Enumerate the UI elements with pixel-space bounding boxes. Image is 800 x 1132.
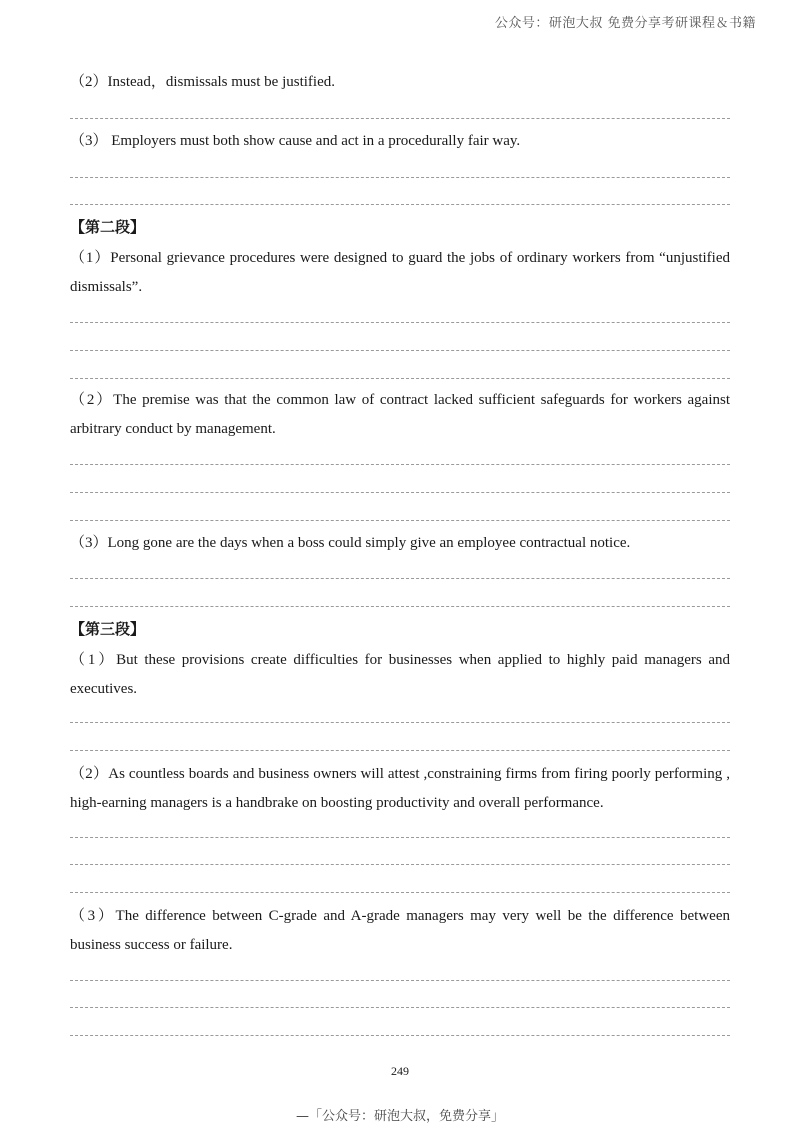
footer-watermark: —「公众号：研泡大叔，免费分享」 — [295, 1109, 504, 1124]
answer-line — [70, 892, 730, 893]
answer-line — [70, 1007, 730, 1008]
sentence-s3-3: （3）The difference between C-grade and A-grade managers may very well be the difference between business success or failure. — [70, 908, 730, 953]
sentence-s3-2: （2）As countless boards and business owners will attest ,constraining firms from firing poorly performing , high-earning managers is a handbrake on boosting productivity and overall performance. — [70, 766, 730, 811]
answer-line — [70, 750, 730, 751]
answer-line — [70, 520, 730, 521]
answer-line — [70, 464, 730, 465]
answer-line — [70, 722, 730, 723]
answer-line — [70, 864, 730, 865]
answer-line — [70, 837, 730, 838]
answer-line — [70, 378, 730, 379]
answer-line — [70, 980, 730, 981]
section-heading-2: 【第二段】 — [70, 218, 146, 236]
answer-line — [70, 322, 730, 323]
sentence-s2-1: （1）Personal grievance procedures were designed to guard the jobs of ordinary workers from “unjustified dismissals”. — [70, 250, 730, 295]
answer-line — [70, 578, 730, 579]
sentence-s1-2: （2）Instead，dismissals must be justified. — [70, 74, 335, 90]
answer-line — [70, 177, 730, 178]
section-heading-3: 【第三段】 — [70, 620, 146, 638]
sentence-s2-3: （3）Long gone are the days when a boss could simply give an employee contractual notice. — [70, 535, 631, 551]
page-number: 249 — [391, 1064, 409, 1078]
sentence-s2-2: （2）The premise was that the common law of contract lacked sufficient safeguards for workers against arbitrary conduct by management. — [70, 392, 730, 437]
sentence-s1-3: （3） Employers must both show cause and act in a procedurally fair way. — [70, 133, 521, 149]
answer-line — [70, 204, 730, 205]
answer-line — [70, 492, 730, 493]
answer-line — [70, 118, 730, 119]
answer-line — [70, 606, 730, 607]
header-watermark: 公众号：研泡大叔 免费分享考研课程＆书籍 — [494, 16, 756, 31]
answer-line — [70, 350, 730, 351]
answer-line — [70, 1035, 730, 1036]
sentence-s3-1: （1）But these provisions create difficulties for businesses when applied to highly paid managers and executives. — [70, 652, 730, 697]
